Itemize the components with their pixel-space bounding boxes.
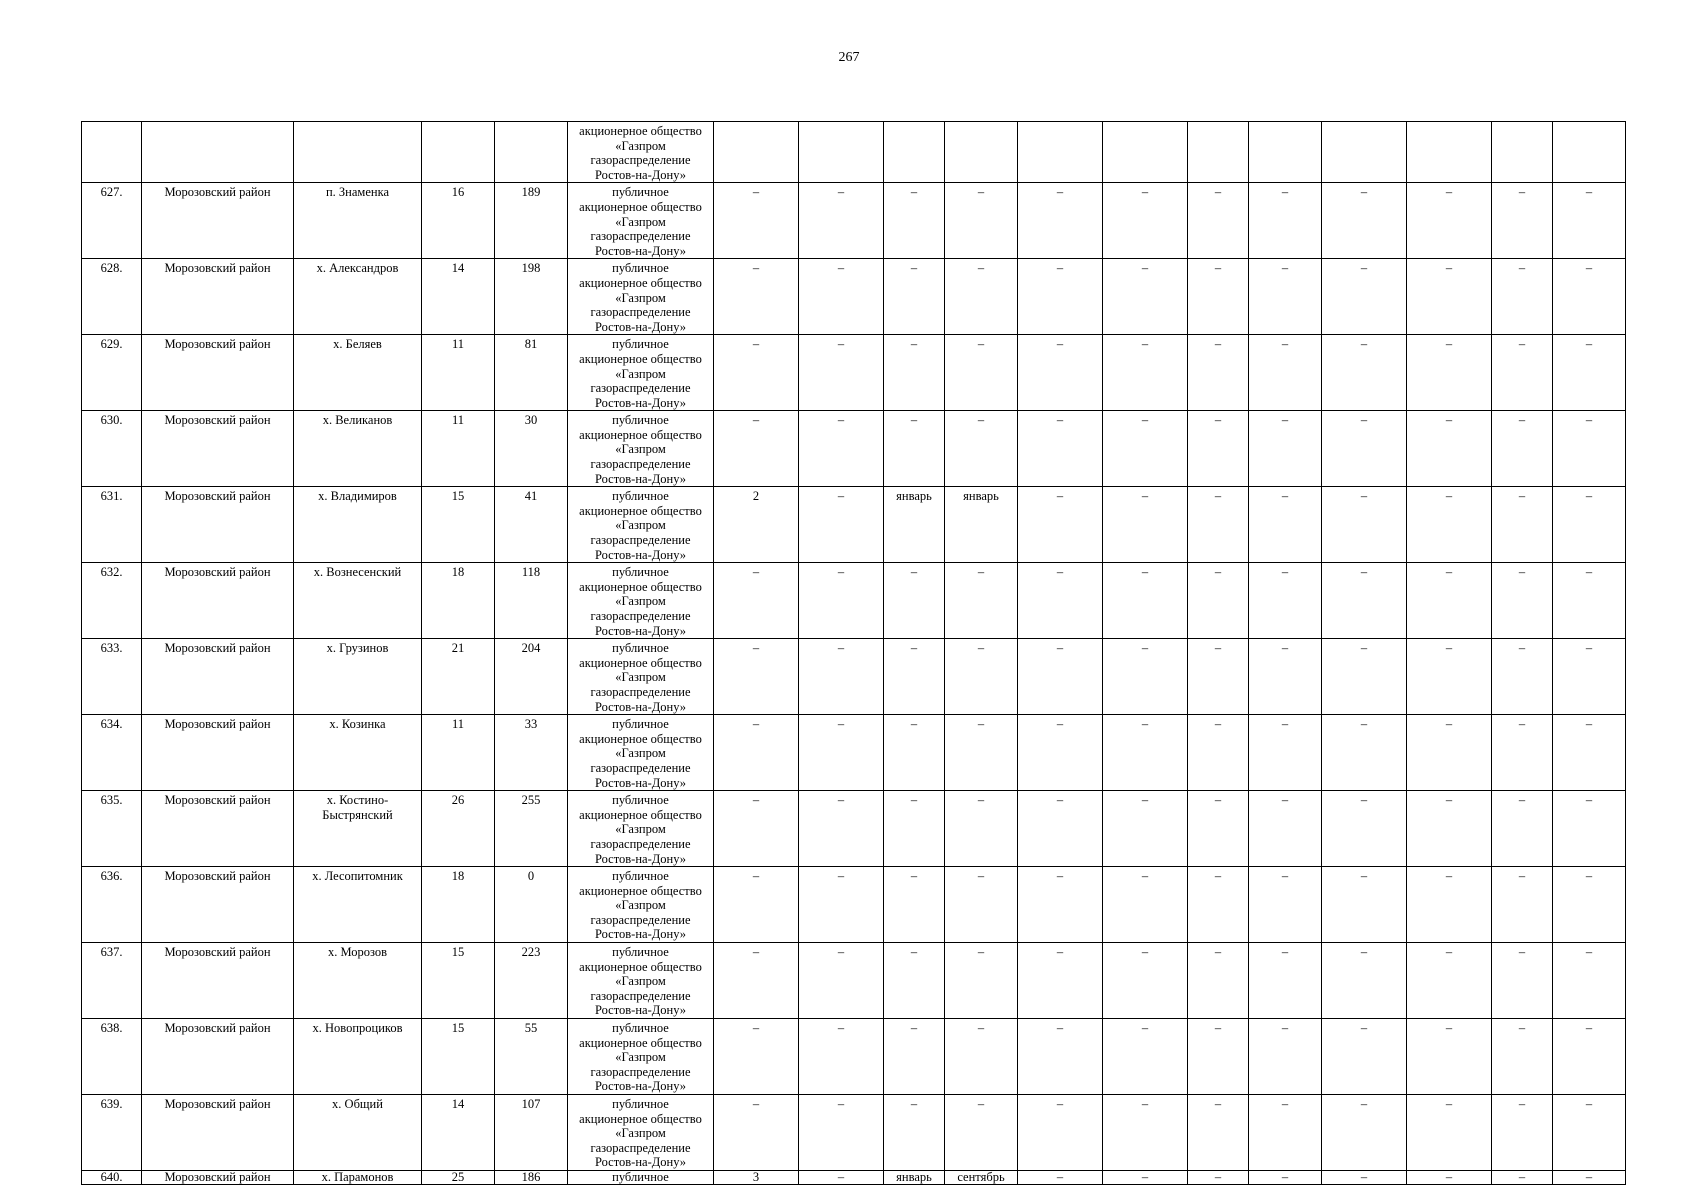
cell-value: – — [884, 1095, 945, 1171]
cell-number: 638. — [82, 1019, 142, 1095]
cell-organization: публичное акционерное общество «Газпром газораспределение Ростов-на-Дону» — [568, 183, 714, 259]
cell-value: – — [799, 867, 884, 943]
cell-value: – — [1492, 411, 1553, 487]
cell-value: – — [1553, 943, 1626, 1019]
cell-value: – — [714, 183, 799, 259]
table-row — [82, 791, 1626, 867]
cell-empty — [884, 122, 945, 183]
cell-organization: публичное акционерное общество «Газпром газораспределение Ростов-на-Дону» — [568, 867, 714, 943]
cell-organization: публичное акционерное общество «Газпром газораспределение Ростов-на-Дону» — [568, 259, 714, 335]
cell-district: Морозовский район — [142, 335, 294, 411]
cell-district: Морозовский район — [142, 1095, 294, 1171]
cell-value: – — [1407, 639, 1492, 715]
cell-value: – — [1103, 943, 1188, 1019]
cell-value: – — [884, 335, 945, 411]
cell-organization: публичное акционерное общество «Газпром газораспределение Ростов-на-Дону» — [568, 715, 714, 791]
cell-col4: 15 — [422, 943, 495, 1019]
cell-value: – — [1492, 563, 1553, 639]
cell-col4: 15 — [422, 1019, 495, 1095]
cell-value: – — [1018, 411, 1103, 487]
cell-value: – — [1249, 1019, 1322, 1095]
cell-value: – — [1322, 715, 1407, 791]
table-row — [82, 1095, 1626, 1171]
table-row — [82, 487, 1626, 563]
cell-settlement: х. Владимиров — [294, 487, 422, 563]
cell-empty — [1018, 122, 1103, 183]
cell-col4: 14 — [422, 259, 495, 335]
cell-value: – — [714, 715, 799, 791]
cell-col5: 81 — [495, 335, 568, 411]
cell-empty — [1322, 122, 1407, 183]
cell-value: – — [945, 563, 1018, 639]
cell-value: – — [945, 943, 1018, 1019]
cell-value: – — [1322, 943, 1407, 1019]
cell-value: – — [1103, 1019, 1188, 1095]
cell-value: – — [1103, 1095, 1188, 1171]
cell-col4 — [422, 122, 495, 183]
cell-value: – — [1492, 639, 1553, 715]
cell-col4: 15 — [422, 487, 495, 563]
cell-value: – — [945, 259, 1018, 335]
cell-organization: публичное акционерное общество «Газпром газораспределение Ростов-на-Дону» — [568, 335, 714, 411]
table-row — [82, 411, 1626, 487]
cell-value: – — [1249, 791, 1322, 867]
cell-value: – — [799, 639, 884, 715]
cell-district: Морозовский район — [142, 183, 294, 259]
cell-value: – — [1018, 259, 1103, 335]
cell-value: – — [1188, 1095, 1249, 1171]
cell-value: – — [1322, 1170, 1407, 1184]
cell-col5: 118 — [495, 563, 568, 639]
cell-number: 634. — [82, 715, 142, 791]
cell-settlement: х. Общий — [294, 1095, 422, 1171]
cell-value: 3 — [714, 1170, 799, 1184]
cell-settlement: х. Великанов — [294, 411, 422, 487]
cell-col5: 41 — [495, 487, 568, 563]
cell-value: – — [799, 943, 884, 1019]
cell-empty — [714, 122, 799, 183]
cell-value: – — [1018, 1170, 1103, 1184]
cell-value: – — [1553, 1019, 1626, 1095]
cell-district: Морозовский район — [142, 715, 294, 791]
cell-value: – — [1103, 639, 1188, 715]
cell-value: – — [1018, 867, 1103, 943]
cell-value: – — [714, 1095, 799, 1171]
cell-value: – — [1249, 1095, 1322, 1171]
cell-col5: 189 — [495, 183, 568, 259]
cell-district: Морозовский район — [142, 867, 294, 943]
cell-col4: 11 — [422, 715, 495, 791]
cell-value: – — [884, 563, 945, 639]
cell-value: – — [1018, 639, 1103, 715]
cell-value: – — [1492, 715, 1553, 791]
cell-value: – — [1249, 563, 1322, 639]
cell-value: – — [945, 639, 1018, 715]
cell-value: – — [1018, 563, 1103, 639]
cell-value: – — [1492, 943, 1553, 1019]
cell-value: – — [1407, 867, 1492, 943]
cell-value: – — [1322, 639, 1407, 715]
cell-col4: 14 — [422, 1095, 495, 1171]
cell-settlement: х. Козинка — [294, 715, 422, 791]
cell-col4: 21 — [422, 639, 495, 715]
cell-value: – — [1188, 943, 1249, 1019]
table-row — [82, 259, 1626, 335]
cell-number: 632. — [82, 563, 142, 639]
cell-empty — [1553, 122, 1626, 183]
cell-value: – — [1188, 183, 1249, 259]
cell-settlement: х. Костино- Быстрянский — [294, 791, 422, 867]
cell-value: – — [1103, 335, 1188, 411]
cell-value: – — [1322, 411, 1407, 487]
cell-value: – — [1407, 487, 1492, 563]
cell-col4: 18 — [422, 867, 495, 943]
table-row — [82, 867, 1626, 943]
cell-value: – — [1553, 259, 1626, 335]
cell-value: – — [1249, 639, 1322, 715]
cell-col5: 55 — [495, 1019, 568, 1095]
cell-value: – — [1407, 259, 1492, 335]
cell-value: – — [1188, 1170, 1249, 1184]
cell-district: Морозовский район — [142, 943, 294, 1019]
cell-value: – — [1407, 335, 1492, 411]
cell-number: 629. — [82, 335, 142, 411]
cell-value: – — [1553, 411, 1626, 487]
cell-value: – — [1553, 1170, 1626, 1184]
cell-col5 — [495, 122, 568, 183]
cell-value: – — [1188, 639, 1249, 715]
cell-value: – — [1322, 563, 1407, 639]
cell-value: – — [1249, 487, 1322, 563]
gasification-table — [81, 121, 1626, 1185]
cell-value: – — [945, 1019, 1018, 1095]
cell-value: – — [884, 943, 945, 1019]
cell-value: – — [1188, 563, 1249, 639]
cell-value: – — [1553, 791, 1626, 867]
cell-empty — [1407, 122, 1492, 183]
cell-value: – — [1553, 1095, 1626, 1171]
cell-value: – — [1492, 1095, 1553, 1171]
cell-organization: публичное акционерное общество «Газпром газораспределение Ростов-на-Дону» — [568, 639, 714, 715]
cell-value: – — [1103, 791, 1188, 867]
cell-value: – — [1018, 1095, 1103, 1171]
cell-value: – — [1322, 183, 1407, 259]
cell-value: – — [1249, 259, 1322, 335]
cell-district: Морозовский район — [142, 639, 294, 715]
cell-value: – — [1249, 715, 1322, 791]
cell-value: – — [1188, 715, 1249, 791]
cell-value: – — [945, 867, 1018, 943]
cell-value: – — [799, 1170, 884, 1184]
cell-value: – — [884, 639, 945, 715]
cell-settlement: х. Морозов — [294, 943, 422, 1019]
cell-value: – — [714, 335, 799, 411]
cell-value: – — [1249, 183, 1322, 259]
cell-settlement: х. Беляев — [294, 335, 422, 411]
cell-value: – — [799, 563, 884, 639]
cell-value: – — [1492, 791, 1553, 867]
cell-value: – — [1018, 335, 1103, 411]
cell-value: – — [1407, 411, 1492, 487]
cell-value: – — [1103, 487, 1188, 563]
cell-value: – — [1553, 563, 1626, 639]
cell-organization: публичное — [568, 1170, 714, 1184]
cell-col5: 223 — [495, 943, 568, 1019]
table-row — [82, 639, 1626, 715]
cell-district: Морозовский район — [142, 563, 294, 639]
cell-district: Морозовский район — [142, 791, 294, 867]
cell-organization: публичное акционерное общество «Газпром газораспределение Ростов-на-Дону» — [568, 1019, 714, 1095]
cell-value: – — [1018, 715, 1103, 791]
cell-organization: публичное акционерное общество «Газпром газораспределение Ростов-на-Дону» — [568, 411, 714, 487]
cell-number: 628. — [82, 259, 142, 335]
cell-value: – — [1407, 1170, 1492, 1184]
cell-settlement: х. Лесопитомник — [294, 867, 422, 943]
cell-number: 635. — [82, 791, 142, 867]
cell-value: – — [799, 183, 884, 259]
cell-value: – — [1018, 1019, 1103, 1095]
cell-empty — [1249, 122, 1322, 183]
cell-value: – — [884, 1019, 945, 1095]
cell-organization: публичное акционерное общество «Газпром газораспределение Ростов-на-Дону» — [568, 487, 714, 563]
cell-col4: 11 — [422, 411, 495, 487]
cell-number: 630. — [82, 411, 142, 487]
cell-value: – — [1103, 183, 1188, 259]
cell-district: Морозовский район — [142, 1170, 294, 1184]
cell-number: 631. — [82, 487, 142, 563]
cell-value: сентябрь — [945, 1170, 1018, 1184]
cell-value: – — [945, 1095, 1018, 1171]
cell-district: Морозовский район — [142, 411, 294, 487]
cell-value: – — [714, 943, 799, 1019]
table-row — [82, 335, 1626, 411]
cell-empty — [1188, 122, 1249, 183]
cell-col5: 33 — [495, 715, 568, 791]
cell-empty — [1492, 122, 1553, 183]
page-number: 267 — [838, 50, 860, 65]
cell-settlement: х. Вознесенский — [294, 563, 422, 639]
cell-value: – — [799, 259, 884, 335]
cell-col4: 25 — [422, 1170, 495, 1184]
cell-value: – — [1188, 259, 1249, 335]
cell-value: – — [1103, 563, 1188, 639]
cell-value: – — [799, 715, 884, 791]
cell-col5: 186 — [495, 1170, 568, 1184]
cell-value: – — [945, 715, 1018, 791]
cell-value: – — [1103, 715, 1188, 791]
cell-organization: публичное акционерное общество «Газпром газораспределение Ростов-на-Дону» — [568, 791, 714, 867]
cell-settlement: х. Грузинов — [294, 639, 422, 715]
cell-value: – — [884, 715, 945, 791]
cell-value: – — [1188, 487, 1249, 563]
cell-value: – — [1492, 335, 1553, 411]
cell-value: – — [1188, 335, 1249, 411]
cell-value: – — [1322, 487, 1407, 563]
cell-empty — [1103, 122, 1188, 183]
cell-district: Морозовский район — [142, 487, 294, 563]
cell-value: – — [1492, 867, 1553, 943]
cell-value: – — [799, 335, 884, 411]
table-row — [82, 1170, 1626, 1184]
cell-settlement: х. Александров — [294, 259, 422, 335]
table-row-continued — [82, 122, 1626, 183]
cell-col5: 30 — [495, 411, 568, 487]
cell-value: 2 — [714, 487, 799, 563]
cell-district: Морозовский район — [142, 1019, 294, 1095]
cell-value: – — [1322, 335, 1407, 411]
cell-value: – — [884, 791, 945, 867]
cell-value: – — [1103, 259, 1188, 335]
cell-value: – — [1322, 259, 1407, 335]
cell-value: – — [1018, 943, 1103, 1019]
cell-value: – — [1322, 1019, 1407, 1095]
cell-value: – — [1188, 867, 1249, 943]
table-row — [82, 943, 1626, 1019]
cell-value: январь — [884, 1170, 945, 1184]
cell-value: – — [1249, 335, 1322, 411]
cell-value: – — [1322, 1095, 1407, 1171]
cell-value: – — [714, 867, 799, 943]
cell-value: – — [884, 411, 945, 487]
cell-value: – — [945, 411, 1018, 487]
cell-settlement: х. Парамонов — [294, 1170, 422, 1184]
table-row — [82, 715, 1626, 791]
cell-number — [82, 122, 142, 183]
cell-value: – — [714, 411, 799, 487]
cell-value: – — [714, 639, 799, 715]
table-row — [82, 1019, 1626, 1095]
table-row — [82, 563, 1626, 639]
cell-number: 640. — [82, 1170, 142, 1184]
cell-value: – — [1553, 335, 1626, 411]
cell-value: – — [1407, 791, 1492, 867]
cell-col5: 0 — [495, 867, 568, 943]
cell-value: – — [884, 183, 945, 259]
cell-value: – — [1407, 563, 1492, 639]
cell-value: – — [945, 791, 1018, 867]
cell-organization: публичное акционерное общество «Газпром газораспределение Ростов-на-Дону» — [568, 563, 714, 639]
cell-value: – — [1249, 943, 1322, 1019]
cell-organization: публичное акционерное общество «Газпром газораспределение Ростов-на-Дону» — [568, 943, 714, 1019]
cell-value: – — [1407, 1095, 1492, 1171]
cell-col5: 107 — [495, 1095, 568, 1171]
cell-value: – — [1249, 411, 1322, 487]
cell-number: 636. — [82, 867, 142, 943]
cell-value: – — [1322, 867, 1407, 943]
cell-value: – — [1407, 1019, 1492, 1095]
cell-value: – — [799, 487, 884, 563]
cell-col4: 26 — [422, 791, 495, 867]
cell-value: – — [945, 335, 1018, 411]
cell-value: – — [1492, 487, 1553, 563]
cell-value: – — [799, 791, 884, 867]
cell-value: – — [714, 1019, 799, 1095]
cell-settlement: п. Знаменка — [294, 183, 422, 259]
cell-number: 639. — [82, 1095, 142, 1171]
cell-col5: 198 — [495, 259, 568, 335]
cell-number: 633. — [82, 639, 142, 715]
cell-value: – — [1249, 867, 1322, 943]
cell-col5: 204 — [495, 639, 568, 715]
table-row — [82, 183, 1626, 259]
cell-empty — [945, 122, 1018, 183]
cell-value: – — [1188, 1019, 1249, 1095]
cell-value: – — [1407, 183, 1492, 259]
cell-value: – — [1188, 411, 1249, 487]
cell-col4: 11 — [422, 335, 495, 411]
cell-value: – — [1553, 867, 1626, 943]
cell-col5: 255 — [495, 791, 568, 867]
cell-value: – — [714, 259, 799, 335]
cell-value: – — [1018, 791, 1103, 867]
cell-value: – — [1492, 1170, 1553, 1184]
cell-value: январь — [884, 487, 945, 563]
cell-value: – — [1322, 791, 1407, 867]
cell-value: – — [1553, 715, 1626, 791]
cell-value: – — [1492, 183, 1553, 259]
cell-value: январь — [945, 487, 1018, 563]
cell-value: – — [1492, 259, 1553, 335]
cell-value: – — [1407, 715, 1492, 791]
cell-settlement — [294, 122, 422, 183]
cell-value: – — [884, 867, 945, 943]
cell-organization: публичное акционерное общество «Газпром газораспределение Ростов-на-Дону» — [568, 1095, 714, 1171]
cell-number: 637. — [82, 943, 142, 1019]
cell-col4: 16 — [422, 183, 495, 259]
cell-value: – — [1103, 867, 1188, 943]
cell-district: Морозовский район — [142, 259, 294, 335]
cell-value: – — [945, 183, 1018, 259]
cell-number: 627. — [82, 183, 142, 259]
cell-district — [142, 122, 294, 183]
cell-value: – — [799, 1095, 884, 1171]
cell-settlement: х. Новопроциков — [294, 1019, 422, 1095]
cell-value: – — [714, 791, 799, 867]
cell-value: – — [1018, 487, 1103, 563]
cell-value: – — [1249, 1170, 1322, 1184]
cell-value: – — [1103, 411, 1188, 487]
cell-col4: 18 — [422, 563, 495, 639]
cell-value: – — [799, 411, 884, 487]
cell-organization: акционерное общество «Газпром газораспределение Ростов-на-Дону» — [568, 122, 714, 183]
cell-value: – — [714, 563, 799, 639]
cell-value: – — [1553, 487, 1626, 563]
cell-value: – — [1407, 943, 1492, 1019]
cell-value: – — [1188, 791, 1249, 867]
cell-value: – — [1018, 183, 1103, 259]
table-body — [82, 122, 1626, 1185]
cell-value: – — [884, 259, 945, 335]
cell-value: – — [1103, 1170, 1188, 1184]
cell-value: – — [1553, 639, 1626, 715]
cell-value: – — [1492, 1019, 1553, 1095]
cell-value: – — [799, 1019, 884, 1095]
cell-value: – — [1553, 183, 1626, 259]
cell-empty — [799, 122, 884, 183]
